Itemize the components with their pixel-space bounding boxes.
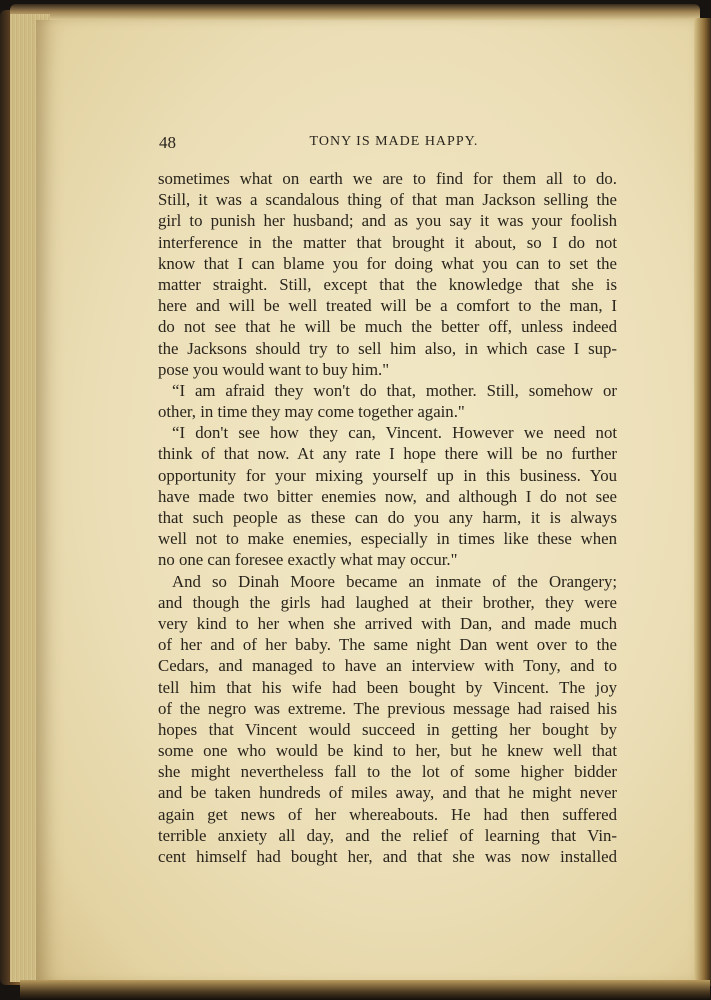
text-line: Cedars, and managed to have an interview with Tony, and to: [158, 656, 617, 676]
text-line: and though the girls had laughed at their brother, they were: [158, 592, 617, 612]
bottom-page-edge: [20, 980, 710, 1000]
text-line: matter straight. Still, except that the knowledge that she is: [158, 274, 617, 294]
text-line: other, in time they may come together again.": [158, 402, 465, 422]
page-number: 48: [159, 133, 176, 152]
text-line: And so Dinah Moore became an inmate of the Orangery;: [172, 571, 617, 591]
page-header: [159, 133, 619, 157]
text-line: and be taken hundreds of miles away, and that he might never: [158, 783, 617, 803]
text-line: she might nevertheless fall to the lot of some higher bidder: [158, 762, 617, 782]
text-line: very kind to her when she arrived with Dan, and made much: [158, 613, 617, 633]
text-line: here and will be well treated will be a comfort to the man, I: [158, 296, 617, 316]
text-line: some one who would be kind to her, but he knew well that: [158, 741, 617, 761]
text-line: the Jacksons should try to sell him also, in which case I sup-: [158, 338, 617, 358]
text-line: have made two bitter enemies now, and although I do not see: [158, 486, 617, 506]
text-line: cent himself had bought her, and that she was now installed: [158, 847, 617, 866]
text-line: terrible anxiety all day, and the relief of learning that Vin-: [158, 825, 617, 845]
text-line: again get news of her whereabouts. He had then suffered: [158, 804, 617, 824]
text-line: well not to make enemies, especially in times like these when: [158, 529, 617, 549]
running-title: TONY IS MADE HAPPY.: [309, 134, 479, 149]
text-line: that such people as these can do you any harm, it is always: [158, 508, 617, 527]
text-line: hopes that Vincent would succeed in getting her bought by: [158, 719, 617, 739]
text-line: girl to punish her husband; and as you say it was your foolish: [158, 211, 617, 231]
top-page-edge: [10, 4, 700, 20]
text-line: interference in the matter that brought it about, so I do not: [158, 232, 617, 252]
text-line: “I am afraid they won't do that, mother. Still, somehow or: [172, 380, 617, 400]
text-line: sometimes what on earth we are to find for them all to do.: [158, 169, 617, 188]
text-line: think of that now. At any rate I hope there will be no further: [158, 444, 617, 464]
text-line: of the negro was extreme. The previous message had raised his: [158, 698, 617, 718]
text-line: do not see that he will be much the better off, unless indeed: [158, 317, 617, 337]
text-line: pose you would want to buy him.": [158, 359, 390, 379]
text-line: “I don't see how they can, Vincent. However we need not: [172, 423, 617, 443]
text-line: no one can foresee exactly what may occur.": [158, 550, 458, 570]
text-line: opportunity for your mixing yourself up in this business. You: [158, 465, 617, 485]
text-line: tell him that his wife had been bought by Vincent. The joy: [158, 677, 617, 697]
body-text: [158, 168, 617, 867]
text-line: know that I can blame you for doing what you can to set the: [158, 253, 617, 273]
text-line: of her and of her baby. The same night Dan went over to the: [158, 635, 617, 655]
text-line: Still, it was a scandalous thing of that man Jackson selling the: [158, 190, 617, 210]
right-page-edge: [694, 18, 711, 986]
